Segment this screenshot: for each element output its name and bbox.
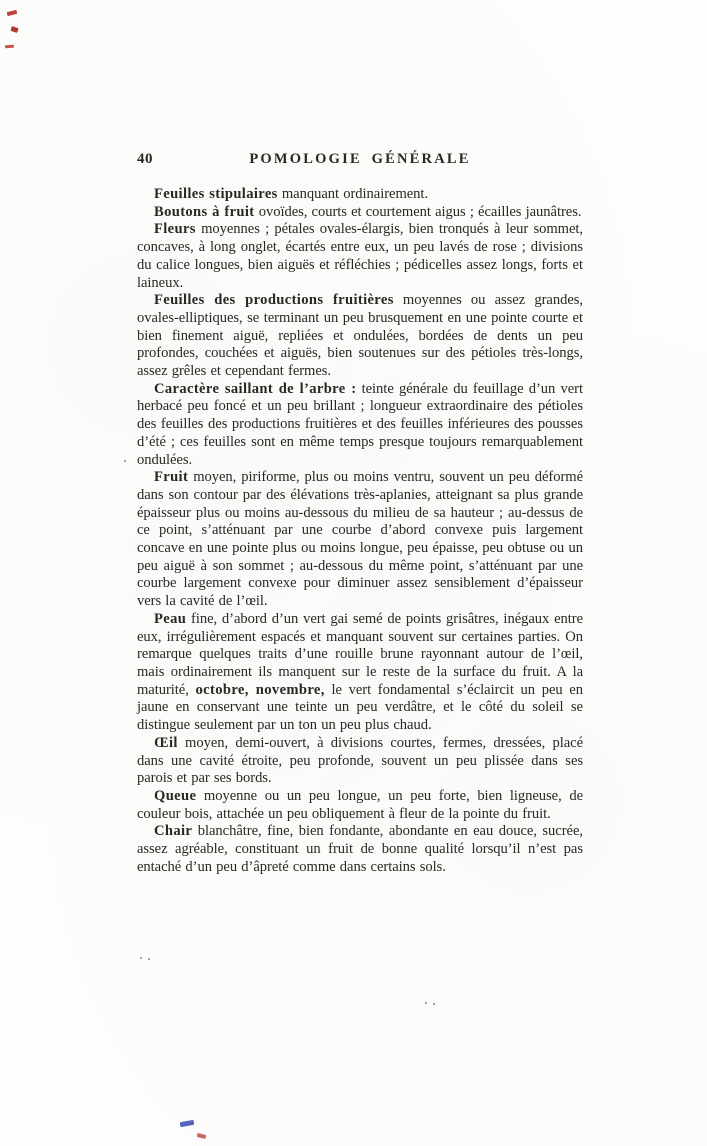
paragraph bbox=[137, 381, 583, 470]
paragraph-lead: Queue bbox=[154, 787, 197, 804]
running-title: POMOLOGIE GÉNÉRALE bbox=[249, 151, 471, 167]
paragraph bbox=[137, 823, 583, 876]
page-body bbox=[137, 186, 583, 876]
scan-artifact bbox=[7, 10, 18, 16]
paragraph bbox=[137, 204, 583, 222]
page-number: 40 bbox=[137, 151, 153, 167]
paragraph bbox=[137, 611, 583, 735]
paragraph bbox=[137, 186, 583, 204]
paragraph-text: moyennes ou assez grandes, ovales-elliptiques, se terminant un peu brusquement en une pointe courte et bien finement aiguë, repliées et ondulées, bordées de dents un peu profondes, couchées et aiguës, bien soutenues sur des pétioles très-longs, assez grêles et cependant fermes. bbox=[137, 292, 583, 380]
scan-artifact bbox=[197, 1133, 207, 1139]
paragraph-lead: Boutons à fruit bbox=[154, 203, 255, 220]
paragraph-lead: Peau bbox=[154, 610, 187, 627]
paragraph-lead: Fruit bbox=[154, 469, 189, 486]
paragraph-lead: Fleurs bbox=[154, 221, 196, 238]
paragraph bbox=[137, 292, 583, 381]
text-column bbox=[137, 151, 583, 876]
scan-speck bbox=[140, 957, 142, 959]
paragraph-lead: Caractère saillant de l’arbre : bbox=[154, 380, 357, 397]
paragraph-text: moyen, piriforme, plus ou moins ventru, souvent un peu déformé dans son contour par des élévations très-aplanies, atteignant sa plus grande épaisseur plus ou moins au-dessous du milieu de sa hauteur ; au-dessus de ce point, s’atténuant par une courbe d’abord convexe puis largement concave en une pointe plus ou moins longue, peu épaisse, peu obtuse ou un peu aiguë à son sommet ; au-dessous du même point, s’atténuant par une courbe largement convexe pour diminuer assez sensiblement d’épaisseur vers la cavité de l’œil. bbox=[137, 469, 583, 610]
paragraph-text: manquant ordinairement. bbox=[277, 186, 429, 202]
paragraph-text: moyenne ou un peu longue, un peu forte, bien ligneuse, de couleur bois, attachée un peu obliquement à fleur de la pointe du fruit. bbox=[137, 787, 583, 822]
paragraph bbox=[137, 469, 583, 611]
scan-artifact bbox=[10, 26, 18, 33]
paragraph-lead: Feuilles des productions fruitières bbox=[154, 292, 394, 309]
scan-artifact bbox=[180, 1120, 195, 1127]
paragraph-text: moyen, demi-ouvert, à divisions courtes, fermes, dressées, placé dans une cavité étroite, peu profonde, souvent un peu plissée dans ses parois et par ses bords. bbox=[137, 734, 583, 787]
scan-artifact bbox=[5, 45, 14, 49]
page-header bbox=[137, 151, 583, 171]
paragraph-text: teinte générale du feuillage d’un vert herbacé peu foncé et un peu brillant ; longueur extraordinaire des pétioles des feuilles des productions fruitières et des feuilles inférieures des pousses d’été ; ces feuilles sont en même temps presque toujours remarquablement ondulées. bbox=[137, 380, 583, 468]
paragraph bbox=[137, 735, 583, 788]
paragraph bbox=[137, 788, 583, 823]
paragraph-bold-text: octobre, novembre, bbox=[195, 681, 325, 698]
paragraph-text: moyennes ; pétales ovales-élargis, bien tronqués à leur sommet, concaves, à long onglet, écartés entre eux, un peu lavés de rose ; divisions du calice longues, bien aiguës et réfléchies ; pédicelles assez longs, forts et laineux. bbox=[137, 221, 583, 291]
scan-speck bbox=[433, 1003, 435, 1005]
paragraph bbox=[137, 221, 583, 292]
paragraph-text: le vert fondamental s’éclaircit un peu en jaune en conservant une teinte un peu verdâtre, et le côté du soleil se distingue seulement par un ton un peu plus chaud. bbox=[137, 681, 583, 734]
paragraph-lead: Chair bbox=[154, 823, 193, 840]
paragraph-lead: Feuilles stipulaires bbox=[154, 186, 278, 202]
paragraph-text: ovoïdes, courts et courtement aigus ; écailles jaunâtres. bbox=[254, 203, 582, 220]
scan-speck bbox=[124, 460, 126, 462]
scan-speck bbox=[148, 958, 150, 960]
scan-speck bbox=[425, 1002, 427, 1004]
paragraph-lead: Œil bbox=[154, 734, 178, 751]
paragraph-text: blanchâtre, fine, bien fondante, abondante en eau douce, sucrée, assez agréable, constituant un fruit de bonne qualité lorsqu’il n’est pas entaché d’un peu d’âpreté comme dans certains sols. bbox=[137, 823, 583, 875]
paragraph-text: fine, d’abord d’un vert gai semé de points grisâtres, inégaux entre eux, irrégulièrement espacés et manquant souvent sur certaines parties. On remarque quelques traits d’une rouille brune rayonnant autour de l’œil, mais ordinairement ils manquent sur le reste de la surface du fruit. A la maturité, bbox=[137, 610, 583, 698]
